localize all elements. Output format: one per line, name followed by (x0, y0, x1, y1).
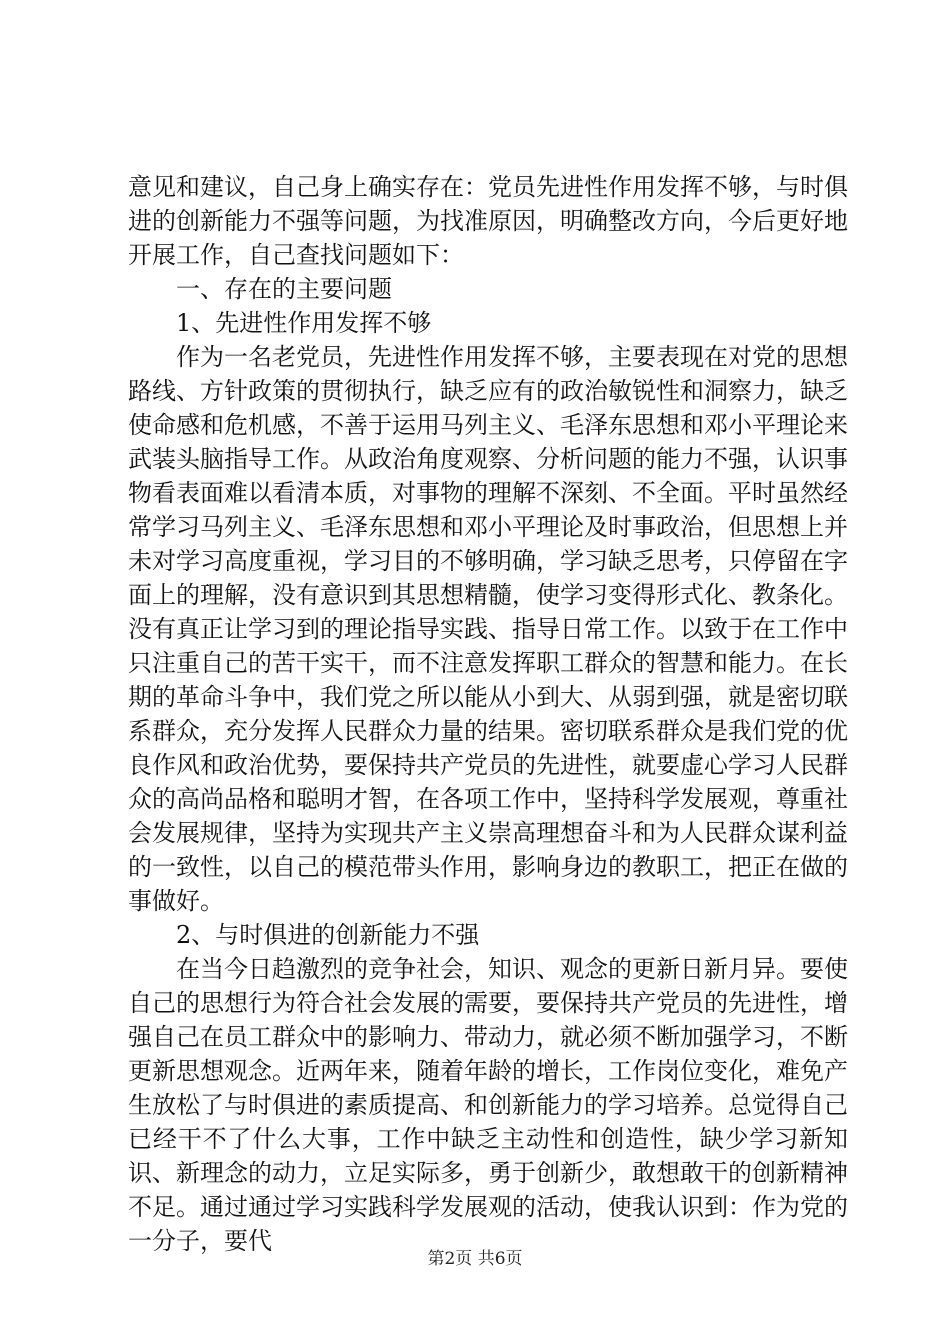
page-number-footer: 第2页 共6页 (427, 1249, 523, 1269)
paragraph-1-body: 作为一名老党员，先进性作用发挥不够，主要表现在对党的思想路线、方针政策的贯彻执行，缺乏应有的政治敏锐性和洞察力，缺乏使命感和危机感，不善于运用马列主义、毛泽东思想和邓小平理论来武装头脑指导工作。从政治角度观察、分析问题的能力不强，认识事物看表面难以看清本质，对事物的理解不深刻、不全面。平时虽然经常学习马列主义、毛泽东思想和邓小平理论及时事政治，但思想上并未对学习高度重视，学习目的不够明确，学习缺乏思考，只停留在字面上的理解，没有意识到其思想精髓，使学习变得形式化、教条化。没有真正让学习到的理论指导实践、指导日常工作。以致于在工作中只注重自己的苦干实干，而不注意发挥职工群众的智慧和能力。在长期的革命斗争中，我们党之所以能从小到大、从弱到强，就是密切联系群众，充分发挥人民群众力量的结果。密切联系群众是我们党的优良作风和政治优势，要保持共产党员的先进性，就要虚心学习人民群众的高尚品格和聪明才智，在各项工作中，坚持科学发展观，尊重社会发展规律，坚持为实现共产主义崇高理想奋斗和为人民群众谋利益的一致性，以自己的模范带头作用，影响身边的教职工，把正在做的事做好。 (128, 343, 848, 915)
document-body (128, 170, 848, 1258)
subheading-2: 2、与时俱进的创新能力不强 (176, 921, 480, 949)
paragraph-intro: 意见和建议，自己身上确实存在：党员先进性作用发挥不够，与时俱进的创新能力不强等问题，为找准原因，明确整改方向，今后更好地开展工作，自己查找问题如下： (128, 173, 848, 269)
paragraph-2-body: 在当今日趋激烈的竞争社会，知识、观念的更新日新月异。要使自己的思想行为符合社会发展的需要，要保持共产党员的先进性，增强自己在员工群众中的影响力、带动力，就必须不断加强学习，不断更新思想观念。近两年来，随着年龄的增长，工作岗位变化，难免产生放松了与时俱进的素质提高、和创新能力的学习培养。总觉得自己已经干不了什么大事，工作中缺乏主动性和创造性，缺少学习新知识、新理念的动力，立足实际多，勇于创新少，敢想敢干的创新精神不足。通过通过学习实践科学发展观的活动，使我认识到：作为党的一分子，要代 (128, 955, 848, 1255)
section-heading-main-problems: 一、存在的主要问题 (176, 275, 392, 303)
subheading-1: 1、先进性作用发挥不够 (176, 309, 432, 337)
